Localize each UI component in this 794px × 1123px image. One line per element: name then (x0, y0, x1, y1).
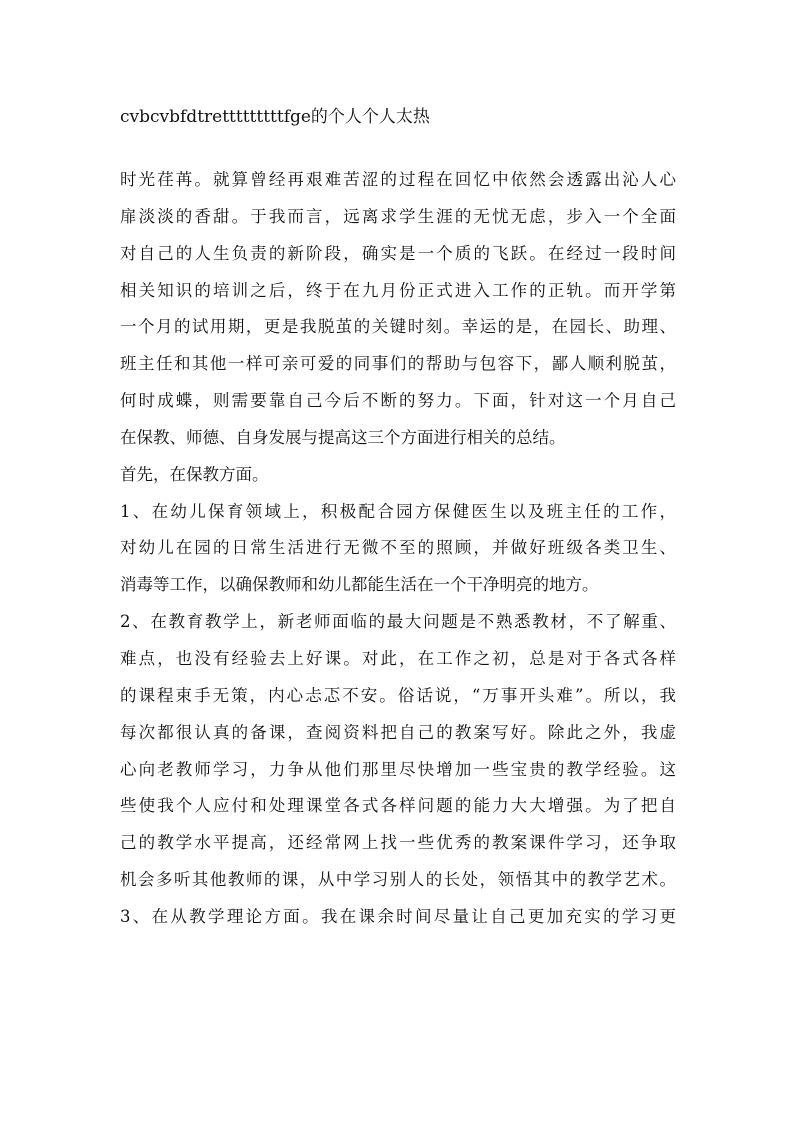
paragraph-line: 一个月的试用期，更是我脱茧的关键时刻。幸运的是，在园长、助理、 (120, 317, 676, 337)
list-item-line: 难点，也没有经验去上好课。对此，在工作之初，总是对于各式各样 (120, 648, 676, 668)
document-title: cvbcvbfdtretttttttttfge的个人个人太热 (120, 107, 430, 127)
paragraph-line: 时光荏苒。就算曾经再艰难苦涩的过程在回忆中依然会透露出沁人心 (120, 170, 676, 189)
list-item-line: 的课程束手无策，内心忐忑不安。俗话说，“万事开头难”。所以，我 (120, 685, 676, 705)
list-item-line: 消毒等工作，以确保教师和幼儿都能生活在一个干净明亮的地方。 (120, 575, 599, 595)
list-item-line: 每次都很认真的备课，查阅资料把自己的教案写好。除此之外，我虚 (120, 722, 676, 742)
paragraph-line: 在保教、师德、自身发展与提高这三个方面进行相关的总结。 (120, 427, 566, 447)
paragraph-line: 对自己的人生负责的新阶段，确实是一个质的飞跃。在经过一段时间 (120, 243, 676, 263)
list-item-line: 1、在幼儿保育领域上，积极配合园方保健医生以及班主任的工作， (120, 501, 676, 521)
list-item-line: 机会多听其他教师的课，从中学习别人的长处，领悟其中的教学艺术。 (120, 870, 676, 890)
list-item-line: 2、在教育教学上，新老师面临的最大问题是不熟悉教材，不了解重、 (120, 612, 676, 632)
paragraph-line: 何时成蝶，则需要靠自己今后不断的努力。下面，针对这一个月自己 (120, 391, 676, 411)
section-heading: 首先，在保教方面。 (120, 464, 269, 484)
document-body (120, 162, 676, 936)
list-item-line: 些使我个人应付和处理课堂各式各样问题的能力大大增强。为了把自 (120, 796, 676, 816)
paragraph-line: 相关知识的培训之后，终于在九月份正式进入工作的正轨。而开学第 (120, 280, 676, 300)
list-item-line: 心向老教师学习，力争从他们那里尽快增加一些宝贵的教学经验。这 (120, 759, 676, 779)
list-item-line: 3、在从教学理论方面。我在课余时间尽量让自己更加充实的学习更 (120, 906, 676, 926)
paragraph-line: 扉淡淡的香甜。于我而言，远离求学生涯的无忧无虑，步入一个全面 (120, 206, 676, 226)
paragraph-line: 班主任和其他一样可亲可爱的同事们的帮助与包容下，鄙人顺利脱茧， (120, 354, 676, 374)
list-item-line: 己的教学水平提高，还经常网上找一些优秀的教案课件学习，还争取 (120, 833, 676, 853)
list-item-line: 对幼儿在园的日常生活进行无微不至的照顾，并做好班级各类卫生、 (120, 538, 676, 558)
